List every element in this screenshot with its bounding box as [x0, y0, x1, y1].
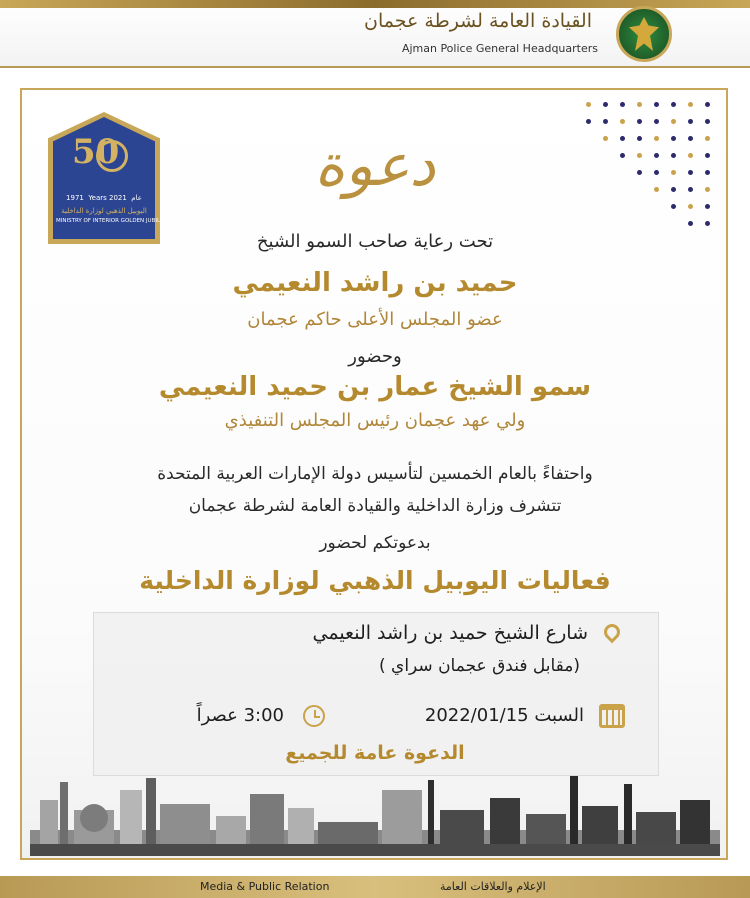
invite-line: بدعوتكم لحضور: [319, 533, 431, 553]
decorative-dot: [705, 204, 710, 209]
decorative-dot: [705, 102, 710, 107]
decorative-dot: [688, 119, 693, 124]
decorative-dot: [637, 170, 642, 175]
badge-emblem-icon: [96, 140, 128, 172]
decorative-dot: [688, 221, 693, 226]
decorative-dots: [584, 100, 724, 240]
org-name-arabic: القيادة العامة لشرطة عجمان: [364, 10, 592, 32]
decorative-dot: [637, 102, 642, 107]
decorative-dot: [671, 204, 676, 209]
decorative-dot: [671, 187, 676, 192]
decorative-dot: [671, 102, 676, 107]
invitation-calligraphy: دعوة: [314, 131, 436, 199]
decorative-dot: [705, 119, 710, 124]
address-line-1: شارع الشيخ حميد بن راشد النعيمي: [312, 622, 588, 644]
decorative-dot: [705, 153, 710, 158]
crown-prince-title: ولي عهد عجمان رئيس المجلس التنفيذي: [224, 410, 526, 431]
footer-english-text: Media & Public Relation: [200, 880, 330, 893]
decorative-dot: [671, 170, 676, 175]
open-invitation-note: الدعوة عامة للجميع: [285, 742, 465, 764]
decorative-dot: [671, 119, 676, 124]
patronage-line: تحت رعاية صاحب السمو الشيخ: [256, 231, 494, 252]
decorative-dot: [654, 187, 659, 192]
decorative-dot: [705, 187, 710, 192]
decorative-dot: [586, 119, 591, 124]
attendance-line: وحضور: [348, 346, 402, 367]
decorative-dot: [586, 102, 591, 107]
occasion-line: واحتفاءً بالعام الخمسين لتأسيس دولة الإمارات العربية المتحدة: [157, 464, 593, 484]
police-crest-icon: [616, 6, 672, 62]
badge-number: 50: [72, 132, 120, 172]
golden-jubilee-badge: [48, 112, 167, 244]
decorative-dot: [620, 136, 625, 141]
decorative-dot: [603, 136, 608, 141]
ruler-name: حميد بن راشد النعيمي: [232, 268, 518, 298]
badge-years: 1971 Years عام 2021: [66, 194, 142, 202]
header-bar: [0, 0, 750, 68]
decorative-dot: [671, 153, 676, 158]
badge-title-arabic: اليوبيل الذهبي لوزارة الداخلية: [61, 207, 147, 215]
clock-icon: [303, 705, 325, 727]
badge-title-english: MINISTRY OF INTERIOR GOLDEN JUBILEE: [56, 218, 167, 224]
decorative-dot: [654, 153, 659, 158]
ruler-title: عضو المجلس الأعلى حاكم عجمان: [247, 309, 503, 330]
decorative-dot: [637, 136, 642, 141]
footer-bar: [0, 876, 750, 898]
decorative-dot: [620, 119, 625, 124]
event-time: 3:00 عصراً: [196, 705, 284, 726]
decorative-dot: [654, 136, 659, 141]
decorative-dot: [688, 187, 693, 192]
calendar-icon: [599, 704, 625, 728]
decorative-dot: [688, 204, 693, 209]
address-line-2: (مقابل فندق عجمان سراي ): [378, 656, 580, 676]
decorative-dot: [620, 153, 625, 158]
decorative-dot: [620, 102, 625, 107]
footer-arabic-text: الإعلام والعلاقات العامة: [440, 880, 546, 893]
eagle-emblem-icon: [629, 17, 659, 51]
decorative-dot: [705, 136, 710, 141]
decorative-dot: [637, 119, 642, 124]
hosts-line: تتشرف وزارة الداخلية والقيادة العامة لشرطة عجمان: [188, 496, 562, 516]
org-name-english: Ajman Police General Headquarters: [401, 42, 598, 55]
decorative-dot: [654, 102, 659, 107]
decorative-dot: [688, 102, 693, 107]
event-title: فعاليات اليوبيل الذهبي لوزارة الداخلية: [139, 566, 611, 595]
decorative-dot: [688, 136, 693, 141]
decorative-dot: [654, 119, 659, 124]
decorative-dot: [688, 170, 693, 175]
decorative-dot: [671, 136, 676, 141]
crown-prince-name: سمو الشيخ عمار بن حميد النعيمي: [158, 372, 592, 402]
city-skyline-illustration: [30, 770, 720, 856]
decorative-dot: [603, 119, 608, 124]
decorative-dot: [705, 170, 710, 175]
event-date: السبت 2022/01/15: [424, 705, 584, 726]
decorative-dot: [688, 153, 693, 158]
decorative-dot: [705, 221, 710, 226]
decorative-dot: [637, 153, 642, 158]
decorative-dot: [603, 102, 608, 107]
decorative-dot: [654, 170, 659, 175]
